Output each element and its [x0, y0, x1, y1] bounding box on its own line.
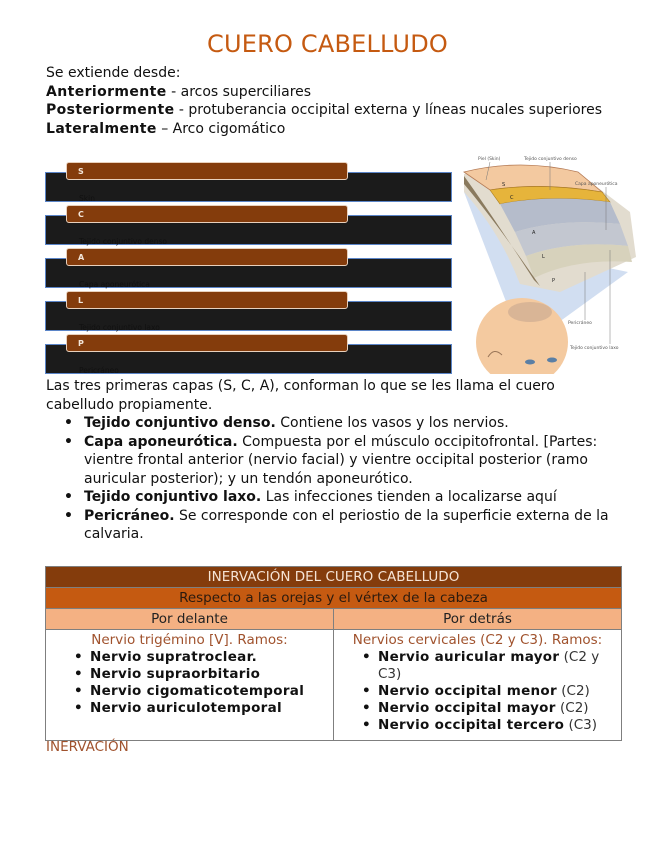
- list-item: [60, 488, 620, 507]
- back-nerves-heading: Nervios cervicales (C2 y C3). Ramos:: [352, 632, 603, 648]
- list-item: [72, 649, 331, 666]
- intro-term: Lateralmente: [46, 120, 157, 137]
- nerve-name: Nervio occipital tercero: [378, 717, 565, 733]
- column-header-back: Por detrás: [334, 609, 622, 630]
- front-nerves-cell: [46, 630, 334, 741]
- nerve-name: Nervio occipital menor: [378, 683, 557, 699]
- list-item: [360, 717, 619, 734]
- intro-line-lateral: [46, 120, 606, 139]
- nerve-name: Nervio supratroclear.: [90, 649, 258, 665]
- list-item-term: Pericráneo.: [84, 507, 175, 524]
- layer-pill-s: S: [66, 162, 348, 180]
- intro-line-anterior: [46, 83, 606, 102]
- list-item-text: Las infecciones tienden a localizarse aquí: [261, 489, 557, 505]
- svg-text:A: A: [532, 230, 536, 236]
- svg-text:C: C: [510, 195, 514, 201]
- nerve-root: (C2 y C3): [378, 649, 600, 682]
- list-item: [72, 683, 331, 700]
- layer-label: Tejido conjuntivo denso: [79, 237, 167, 246]
- scalp-layers-diagram: [45, 160, 455, 376]
- innervation-table: [45, 566, 622, 741]
- back-nerves-cell: [334, 630, 622, 741]
- nerve-name: Nervio occipital mayor: [378, 700, 556, 716]
- table-title: INERVACIÓN DEL CUERO CABELLUDO: [46, 567, 622, 588]
- svg-text:Pericráneo: Pericráneo: [568, 321, 592, 326]
- list-item: [60, 414, 620, 433]
- list-item: [60, 507, 620, 544]
- intro-text: – Arco cigomático: [156, 120, 286, 137]
- list-item-term: Capa aponeurótica.: [84, 433, 238, 450]
- nerve-name: Nervio supraorbitario: [90, 666, 261, 682]
- layer-pill-a: A: [66, 248, 348, 266]
- nerve-root: (C2): [556, 683, 590, 699]
- intro-line-posterior: [46, 101, 606, 120]
- list-item-term: Tejido conjuntivo denso.: [84, 415, 276, 431]
- list-item: [60, 433, 620, 489]
- list-item: [72, 700, 331, 717]
- list-item-text: Se corresponde con el periostio de la superficie externa de la calvaria.: [84, 507, 609, 542]
- nerve-root: (C3): [564, 717, 598, 733]
- nerve-name: Nervio auricular mayor: [378, 649, 560, 665]
- layer-label: Skin: [79, 194, 95, 203]
- layer-pill-c: C: [66, 205, 348, 223]
- layer-pill-p: P: [66, 334, 348, 352]
- page-title: CUERO CABELLUDO: [207, 30, 448, 58]
- layer-label: Capa aponeurótica: [79, 280, 150, 289]
- intro-term: Posteriormente: [46, 102, 175, 118]
- svg-text:L: L: [542, 254, 545, 260]
- table-subtitle: Respecto a las orejas y el vértex de la cabeza: [46, 588, 622, 609]
- svg-text:P: P: [552, 278, 556, 284]
- intro-term: Anteriormente: [46, 83, 167, 100]
- back-nerves-list: [336, 649, 619, 734]
- figure-letter-s: S: [502, 182, 506, 188]
- list-item-text: Compuesta por el músculo occipitofrontal. [Partes: vientre frontal anterior (nervio facial) y vientre occipital posterior (ramo auricular posterior); y un tendón aponeurótico.: [84, 433, 598, 487]
- list-item-term: Tejido conjuntivo laxo.: [84, 489, 262, 505]
- layer-label: Tejido conjuntivo laxo: [79, 323, 160, 332]
- intro-text: - protuberancia occipital externa y líneas nucales superiores: [174, 102, 603, 118]
- layer-label: Pericráneo: [79, 366, 119, 375]
- column-header-front: Por delante: [46, 609, 334, 630]
- scalp-anatomy-illustration: [460, 152, 640, 374]
- list-item: [360, 700, 619, 717]
- list-item-text: Contiene los vasos y los nervios.: [275, 415, 509, 431]
- intro-section: [46, 64, 606, 138]
- svg-text:Piel (Skin): Piel (Skin): [478, 157, 501, 162]
- layer-description-list: [60, 414, 620, 544]
- list-item: [360, 683, 619, 700]
- list-item: [360, 649, 619, 683]
- front-nerves-list: [48, 649, 331, 717]
- front-nerves-heading: Nervio trigémino [V]. Ramos:: [91, 632, 288, 648]
- svg-text:Tejido conjuntivo laxo: Tejido conjuntivo laxo: [570, 346, 619, 351]
- nerve-root: (C2): [555, 700, 589, 716]
- nerve-name: Nervio cigomaticotemporal: [90, 683, 305, 699]
- section-heading-inervacion: INERVACIÓN: [46, 739, 129, 755]
- svg-text:Capa aponeurótica: Capa aponeurótica: [575, 182, 618, 187]
- intro-text: - arcos superciliares: [166, 83, 312, 100]
- nerve-name: Nervio auriculotemporal: [90, 700, 282, 716]
- layer-pill-l: L: [66, 291, 348, 309]
- layers-summary-paragraph: Las tres primeras capas (S, C, A), conforman lo que se les llama el cuero cabelludo propiamente.: [46, 378, 555, 413]
- svg-text:Tejido conjuntivo denso: Tejido conjuntivo denso: [524, 157, 577, 162]
- intro-lead: Se extiende desde:: [46, 65, 181, 81]
- list-item: [72, 666, 331, 683]
